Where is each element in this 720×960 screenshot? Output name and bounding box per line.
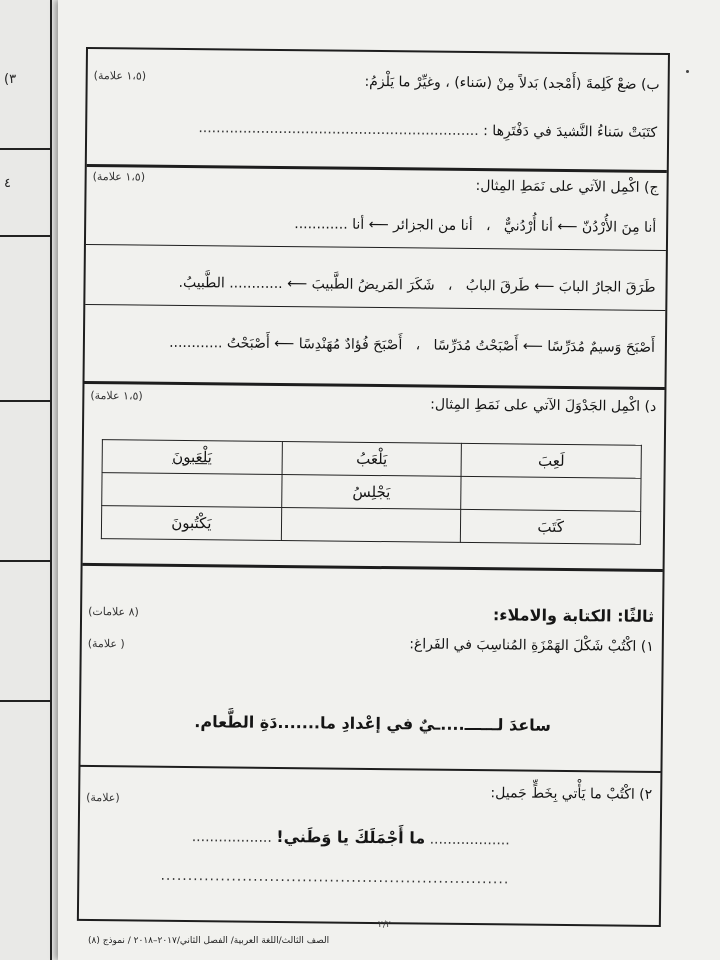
table-cell: يَلْعَبُ bbox=[282, 442, 462, 477]
table-cell bbox=[461, 476, 641, 511]
section-c-question: ج) اكْمِل الآتي على نَمَطِ المِثال: bbox=[475, 178, 659, 196]
q2-answer-line: ................................................................ bbox=[160, 867, 510, 888]
previous-page bbox=[0, 0, 60, 960]
row-2-prompt: شَكَرَ المَريضُ الطَّبيبَ bbox=[311, 276, 435, 294]
exam-sheet-frame bbox=[77, 47, 670, 927]
q2-sentence: ما أَجْمَلَكَ يا وَطَني! bbox=[276, 826, 426, 848]
section-b bbox=[87, 49, 668, 170]
q1-question: ١) اكْتُبْ شَكْلَ الهَمْزَةِ المُناسِبَ في الفَراغ: bbox=[409, 636, 654, 655]
table-cell bbox=[102, 473, 282, 508]
table-cell: لَعِبَ bbox=[461, 443, 641, 478]
section-d bbox=[83, 383, 665, 569]
section-b-answer-line: ............................................................... bbox=[198, 120, 479, 140]
row-1-example-result: أنا أُرْدُنيٌّ bbox=[503, 218, 553, 235]
q2-score: (علامة) bbox=[86, 790, 120, 805]
table-cell: كَتَبَ bbox=[461, 509, 641, 544]
row-2-example: طَرَقَ الجارُ البابَ bbox=[558, 278, 656, 296]
previous-page-rule bbox=[0, 700, 50, 702]
section-d-question: د) اكْمِل الجَدْوَلَ الآتي على نَمَطِ المِثال: bbox=[430, 396, 657, 415]
previous-page-number-top: (٣ bbox=[4, 72, 17, 87]
row-1-prompt: أنا من الجزائر bbox=[393, 217, 473, 235]
section-writing-title: ثالثًا: الكتابة والاملاء: bbox=[492, 605, 655, 626]
separator: ، bbox=[447, 277, 453, 294]
table-row bbox=[102, 440, 641, 479]
q1-sentence: ساعدَ لــــــ....ـيٌ في إعْدادِ ما.......دَةِ الطَّعام. bbox=[194, 712, 552, 735]
previous-page-border bbox=[50, 0, 52, 960]
table-cell: يَكْتُبونَ bbox=[101, 506, 281, 541]
arrow-icon: ⟵ bbox=[274, 335, 295, 353]
table-cell: يَلْعَبونَ bbox=[102, 440, 282, 475]
stray-mark bbox=[686, 70, 689, 73]
separator: ، bbox=[415, 337, 421, 354]
arrow-icon: ⟵ bbox=[534, 278, 555, 295]
table-cell bbox=[281, 508, 461, 543]
section-c-row-1 bbox=[294, 216, 656, 236]
row-1-example: أنا مِنَ الأُرْدُنّ bbox=[581, 219, 657, 236]
previous-page-rule bbox=[0, 560, 50, 562]
divider bbox=[86, 244, 666, 251]
row-3-example-result: أَصْبَحْتُ مُدَرِّسًا bbox=[433, 337, 519, 355]
arrow-icon: ⟵ bbox=[522, 338, 543, 355]
previous-page-rule bbox=[0, 400, 50, 402]
section-d-score: (١،٥ علامة) bbox=[90, 389, 143, 403]
divider bbox=[85, 304, 665, 311]
q1-score: ( علامة) bbox=[87, 636, 125, 651]
verb-table bbox=[101, 439, 642, 545]
q2-question: ٢) اكْتُبْ ما يَأْتي بِخَطٍّ جَميل: bbox=[490, 785, 653, 803]
arrow-icon: ⟵ bbox=[368, 216, 389, 234]
table-row bbox=[102, 473, 641, 512]
row-2-answer: ............ الطَّبيبُ. bbox=[178, 274, 283, 293]
row-3-example: أَصْبَحَ وَسيمٌ مُدَرِّسًا bbox=[547, 338, 655, 356]
arrow-icon: ⟵ bbox=[557, 218, 578, 236]
previous-page-rule bbox=[0, 148, 50, 150]
section-handwriting bbox=[79, 767, 661, 923]
page-footer: الصف الثالث/اللغة العربية/ الفصل الثاني/٢٠١٧–٢٠١٨ / نموذج (٨) bbox=[88, 936, 330, 946]
section-b-sentence-line bbox=[198, 120, 657, 141]
section-c-score: (١،٥ علامة) bbox=[92, 170, 146, 184]
section-writing bbox=[80, 565, 662, 771]
row-1-answer: أنا ............ bbox=[294, 216, 365, 233]
table-cell: يَجْلِسُ bbox=[281, 475, 461, 510]
page-number: ٢/٢ bbox=[378, 920, 391, 930]
row-3-answer: أَصْبَحْتُ ............ bbox=[169, 334, 270, 352]
section-c-row-2 bbox=[178, 275, 655, 296]
exam-page bbox=[58, 0, 720, 960]
section-writing-score: (٨ علامات) bbox=[88, 604, 139, 619]
q2-sentence-line: .................. ما أَجْمَلَكَ يا وَطَني! .................. bbox=[191, 826, 510, 849]
row-2-example-result: طَرقَ البابُ bbox=[465, 277, 530, 295]
separator: ، bbox=[485, 218, 491, 235]
section-b-sentence: كتَبَتْ سَناءُ النَّشيدَ في دَفْتَرِها : bbox=[483, 123, 658, 141]
section-c-row-3 bbox=[169, 335, 655, 356]
section-b-score: (١،٥ علامة) bbox=[93, 69, 147, 83]
section-b-question: ب) ضعْ كَلِمةَ (أَمْجد) بَدلاً مِنْ (سَناء) ، وغيِّرْ ما يَلْزمُ: bbox=[364, 73, 660, 93]
section-c bbox=[85, 166, 667, 387]
previous-page-rule bbox=[0, 235, 50, 237]
arrow-icon: ⟵ bbox=[287, 276, 308, 293]
row-3-prompt: أَصْبَحَ فُؤادٌ مُهَنْدِسًا bbox=[298, 336, 403, 354]
table-row bbox=[101, 506, 640, 545]
previous-page-number-mid: ٤ bbox=[4, 176, 11, 191]
